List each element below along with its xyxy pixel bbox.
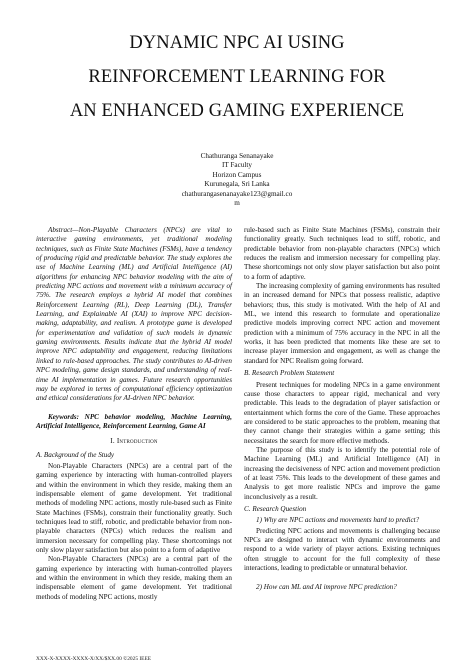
author-department: IT Faculty — [221, 161, 252, 170]
paragraph-background-continued: rule-based such as Finite State Machines (FSMs), constrain their functionality greatly. Such techniques lead to stiff, robotic, and predictable behavior from non-playable characters (NPCs) which reduces the realism and immersion necessary for compelling play. These shortcomings not only slow player satisfaction but also point to a form of adaptive. — [244, 226, 440, 281]
paragraph-problem-1: Present techniques for modeling NPCs in a game environment cause those characters to appear rigid, mechanical and very predictable. This leads to the degradation of player satisfaction or entertainment which forms the core of the Game. These approaches are considered to be static approaches to the problem, meaning that they cannot change their strategies within a game setting; this necessitates the search for more effective methods. — [244, 380, 440, 445]
right-column — [244, 226, 440, 594]
abstract-label: Abstract— — [48, 226, 79, 234]
research-question-1: 1) Why are NPC actions and movements hard to predict? — [256, 516, 420, 525]
paragraph-motivation: The increasing complexity of gaming environments has resulted in an increased demand for NPCs that possess realistic, adaptive behaviors; thus, this study is motivated. With the help of AI and ML, we intend this research to formulate and operationalize predictive models improving correct NPC action and movement prediction with a minimum of 75% accuracy in the NPC in all the works, it has been predicted that moments like these are set to increase player immersion and engagement, as well as change the standard for NPC Realism going forward. — [244, 282, 440, 365]
author-block — [150, 152, 324, 208]
subsection-heading-question: C. Research Question — [244, 504, 307, 513]
paragraph-question-1: Predicting NPC actions and movements is challenging because NPCs are designed to interact with dynamic environments and respond to a wide variety of player actions. Existing techniques often struggle to account for the full complexity of these interactions, leading to predictable or unnatural behavior. — [244, 526, 440, 573]
research-question-2: 2) How can ML and AI improve NPC prediction? — [256, 583, 397, 592]
keywords — [36, 413, 232, 432]
subsection-heading-problem: B. Research Problem Statement — [244, 369, 335, 378]
subsection-heading-background: A. Background of the Study — [36, 450, 115, 459]
author-name: Chathuranga Senanayake — [200, 152, 274, 160]
title-line-1: DYNAMIC NPC AI USING — [129, 33, 345, 53]
title-line-2: REINFORCEMENT LEARNING FOR — [88, 67, 386, 87]
author-location: Kurunegala, Sri Lanka — [204, 180, 270, 189]
copyright-footer: XXX-X-XXXX-XXXX-X/XX/$XX.00 ©2025 IEEE — [36, 656, 152, 662]
keywords-text: NPC behavior modeling, Machine Learning, Artificial Intelligence, Reinforcement Learning, Game AI — [36, 412, 232, 430]
paragraph-background-1: Non-Playable Characters (NPCs) are a central part of the gaming experience by interacting with human-controlled players and within the environment in which they reside, making them an indispensable element of game development. Yet traditional methods of modeling NPC actions, mostly rule-based such as Finite State Machines (FSMs), constrain their functionality greatly. Such techniques lead to stiff, robotic, and predictable behavior from non-playable characters (NPCs) which reduces the realism and immersion necessary for compelling play. These shortcomings not only slow player satisfaction but also point to a form of adaptive — [36, 461, 232, 554]
abstract — [36, 226, 232, 404]
section-heading-introduction: I. Introduction — [110, 437, 158, 446]
author-institution: Horizon Campus — [212, 170, 262, 179]
paragraph-problem-2: The purpose of this study is to identify the potential role of Machine Learning (ML) and Artificial Intelligence (AI) in increasing the decisiveness of NPC action and movement prediction of at least 75%. This leads to the development of these games and Analysis to get more realistic NPCs and improve the game inconclusively as a result. — [244, 445, 440, 501]
paragraph-background-2: Non-Playable Characters (NPCs) are a central part of the gaming experience by interacting with human-controlled players and within the environment in which they reside, making them an indispensable element of game development. Yet traditional methods of modeling NPC actions, mostly — [36, 555, 232, 601]
title-line-3: AN ENHANCED GAMING EXPERIENCE — [69, 101, 405, 121]
author-email-line-1[interactable]: chathurangasenanayake123@gmail.co — [181, 189, 293, 198]
abstract-text: Non-Playable Characters (NPCs) are vital to interactive gaming environments, yet traditional modeling techniques, such as Finite State Machines (FSMs), have a tendency of producing rigid and predictable behavior. The study explores the use of Machine Learning (ML) and Artificial Intelligence (AI) algorithms for enhancing NPC behavior modeling with the aim of predicting NPC actions and movement with a minimum accuracy of 75%. The research employs a hybrid AI model that combines Reinforcement Learning (RL), Deep Learning (DL), Transfer Learning, and Explainable AI (XAI) to improve NPC decision-making, adaptability, and realism. A prototype game is developed for experimentation and validation of such models in dynamic gaming environments. Results indicate that the hybrid AI model improve NPC adaptability and engagement, reducing limitations linked to rule-based approaches. The study contributes to AI-driven NPC modeling, game design standards, and understanding of real-time AI implementation in games. Future research opportunities may be explored in terms of computational efficiency optimization and ethical considerations for AI-driven NPC behavior. — [36, 226, 232, 403]
keywords-label: Keywords: — [48, 412, 79, 421]
left-column — [36, 226, 232, 602]
author-email-line-2[interactable]: m — [234, 199, 240, 208]
